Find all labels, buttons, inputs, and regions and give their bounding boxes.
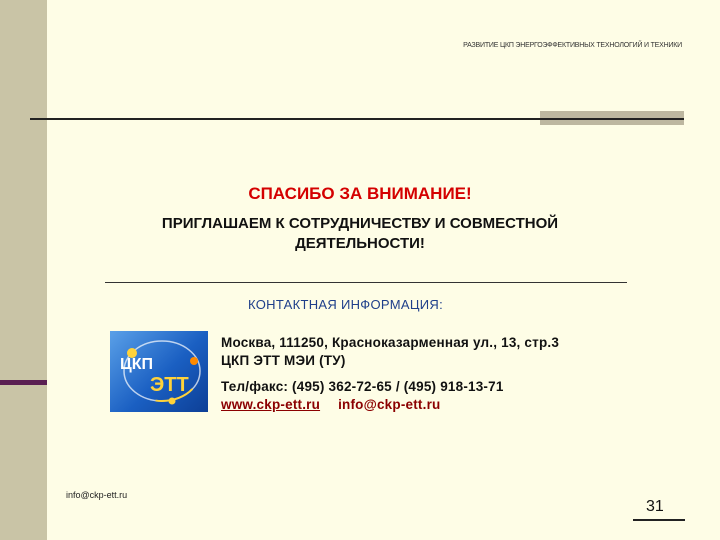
address-text: Москва, 111250, Красноказарменная ул., 13, стр.3 xyxy=(221,335,560,350)
address-block xyxy=(221,334,559,370)
logo-top-text: ЦКП xyxy=(120,356,153,373)
footer-email: info@ckp-ett.ru xyxy=(66,490,128,500)
section-divider xyxy=(105,282,627,283)
invite-line-2: ДЕЯТЕЛЬНОСТИ! xyxy=(295,235,425,252)
links-row xyxy=(221,396,504,414)
phone-block xyxy=(221,378,504,414)
email-link[interactable]: info@ckp-ett.ru xyxy=(338,397,441,412)
contact-title: КОНТАКТНАЯ ИНФОРМАЦИЯ: xyxy=(248,297,443,312)
header-title: РАЗВИТИЕ ЦКП ЭНЕРГОЭФФЕКТИВНЫХ ТЕХНОЛОГИЙ И ТЕХНИКИ xyxy=(463,42,682,49)
header-divider xyxy=(30,118,540,120)
invite-text xyxy=(0,214,720,254)
left-bar-accent xyxy=(0,380,47,385)
page-number-underline xyxy=(633,519,685,521)
page-number: 31 xyxy=(646,498,664,515)
invite-line-1: ПРИГЛАШАЕМ К СОТРУДНИЧЕСТВУ И СОВМЕСТНОЙ xyxy=(161,215,559,232)
ckp-ett-logo xyxy=(110,331,208,412)
phone-text: Тел/факс: (495) 362-72-65 / (495) 918-13-71 xyxy=(221,379,504,394)
logo-bottom-text: ЭТТ xyxy=(150,374,189,396)
website-link[interactable]: www.ckp-ett.ru xyxy=(221,397,321,412)
left-sidebar-bar xyxy=(0,0,47,540)
logo-graphic xyxy=(110,331,208,412)
header-divider-accent xyxy=(540,111,684,125)
organization-text: ЦКП ЭТТ МЭИ (ТУ) xyxy=(221,353,346,368)
thanks-heading: СПАСИБО ЗА ВНИМАНИЕ! xyxy=(248,184,472,203)
